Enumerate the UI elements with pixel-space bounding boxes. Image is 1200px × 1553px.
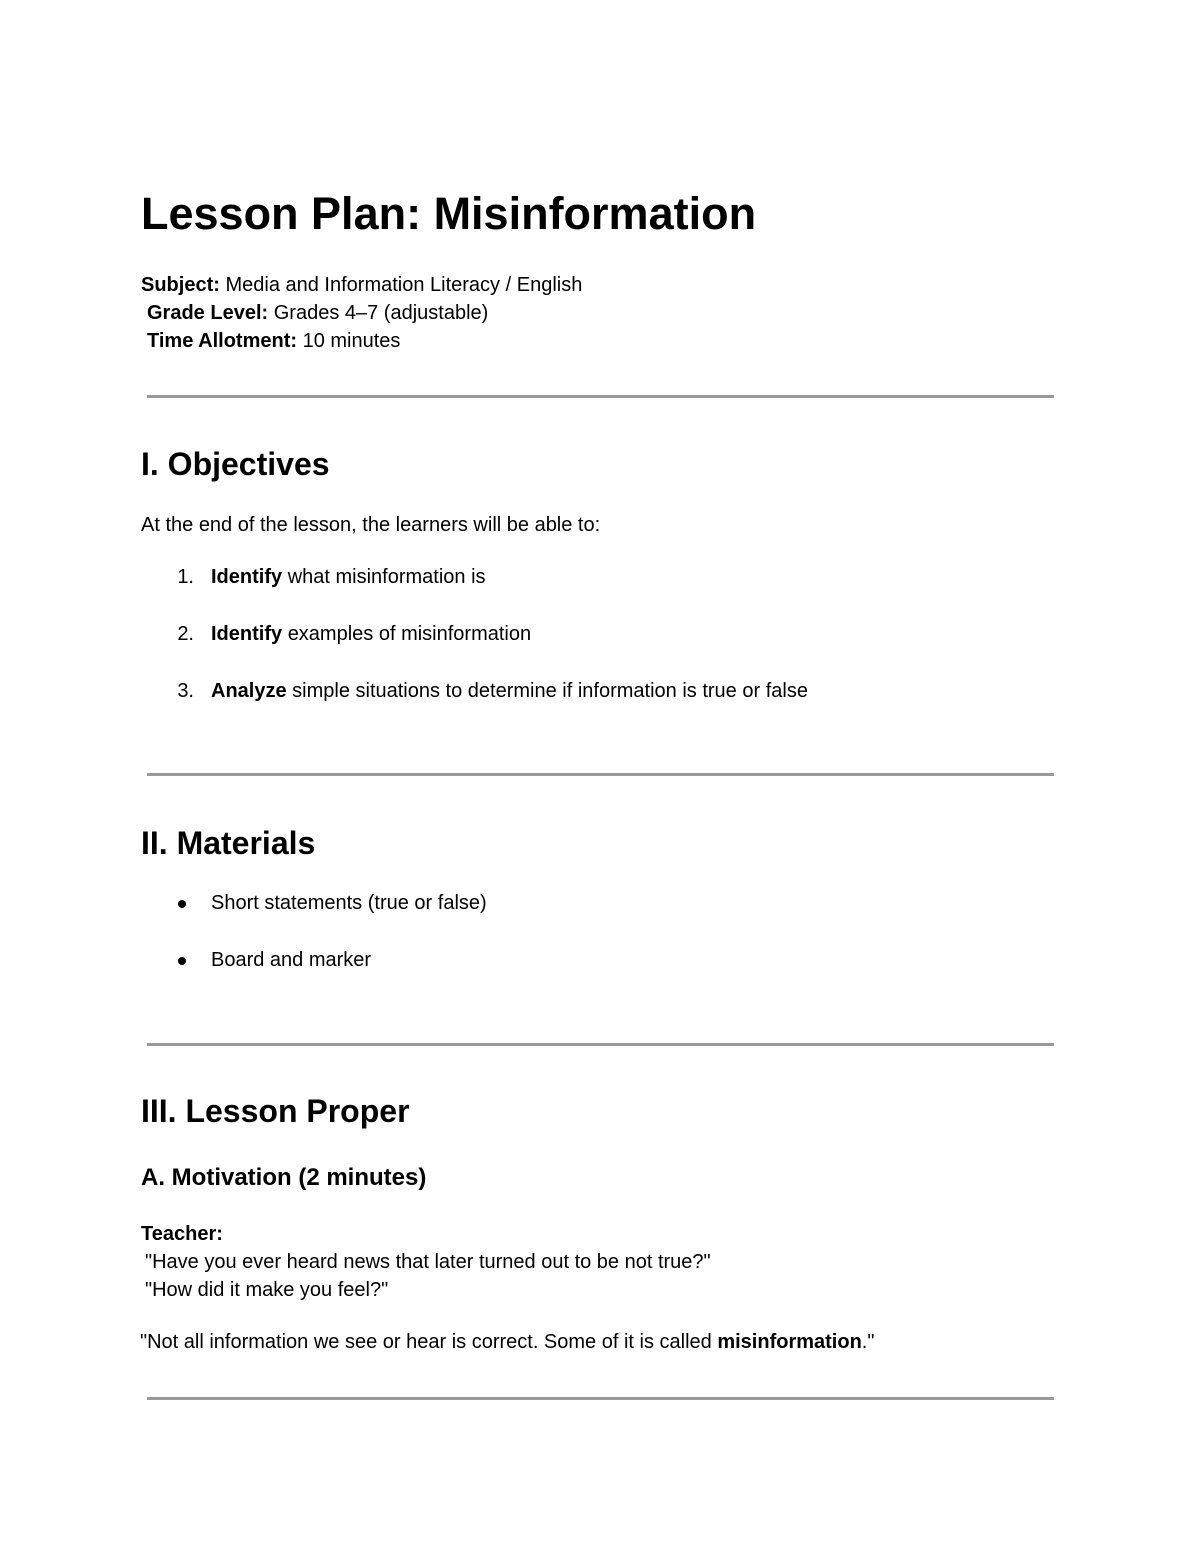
closing-statement (140, 1328, 874, 1356)
materials-heading: II. Materials (141, 825, 316, 861)
objective-number: 1. (177, 566, 194, 588)
time-allotment-line (147, 327, 400, 355)
time-allotment-label: Time Allotment: (147, 330, 298, 352)
objective-number: 2. (177, 623, 194, 645)
teacher-question: "Have you ever heard news that later turned out to be not true?" (145, 1251, 711, 1273)
motivation-heading: A. Motivation (2 minutes) (141, 1164, 427, 1191)
objective-verb: Identify (211, 623, 283, 645)
objective-verb: Analyze (211, 680, 287, 702)
divider (147, 773, 1054, 776)
objective-item (211, 563, 486, 591)
objective-text: what misinformation is (287, 566, 486, 588)
divider (147, 1397, 1054, 1400)
grade-level-label: Grade Level: (147, 302, 269, 324)
closing-end: ." (861, 1331, 875, 1353)
divider (147, 395, 1054, 398)
materials-item: Short statements (true or false) (211, 892, 487, 914)
objective-item (211, 620, 531, 648)
grade-level-line (147, 299, 488, 327)
closing-text: "Not all information we see or hear is correct. Some of it is called (140, 1331, 718, 1353)
teacher-label: Teacher: (141, 1223, 223, 1245)
bullet-icon (178, 900, 186, 908)
lesson-proper-heading: III. Lesson Proper (141, 1093, 410, 1129)
subject-value: Media and Information Literacy / English (225, 274, 583, 296)
page-title: Lesson Plan: Misinformation (141, 188, 757, 239)
divider (147, 1043, 1054, 1046)
objective-text: simple situations to determine if information is true or false (292, 680, 808, 702)
teacher-question: "How did it make you feel?" (145, 1279, 389, 1301)
subject-line (141, 271, 582, 299)
objectives-intro: At the end of the lesson, the learners will be able to: (141, 514, 601, 536)
objective-verb: Identify (211, 566, 283, 588)
grade-level-value: Grades 4–7 (adjustable) (273, 302, 489, 324)
materials-item: Board and marker (211, 949, 372, 971)
objective-item (211, 677, 808, 705)
objectives-heading: I. Objectives (141, 446, 330, 482)
time-allotment-value: 10 minutes (302, 330, 401, 352)
objective-text: examples of misinformation (287, 623, 532, 645)
subject-label: Subject: (141, 274, 220, 296)
objective-number: 3. (177, 680, 194, 702)
bullet-icon (178, 957, 186, 965)
closing-keyword: misinformation (717, 1331, 862, 1353)
